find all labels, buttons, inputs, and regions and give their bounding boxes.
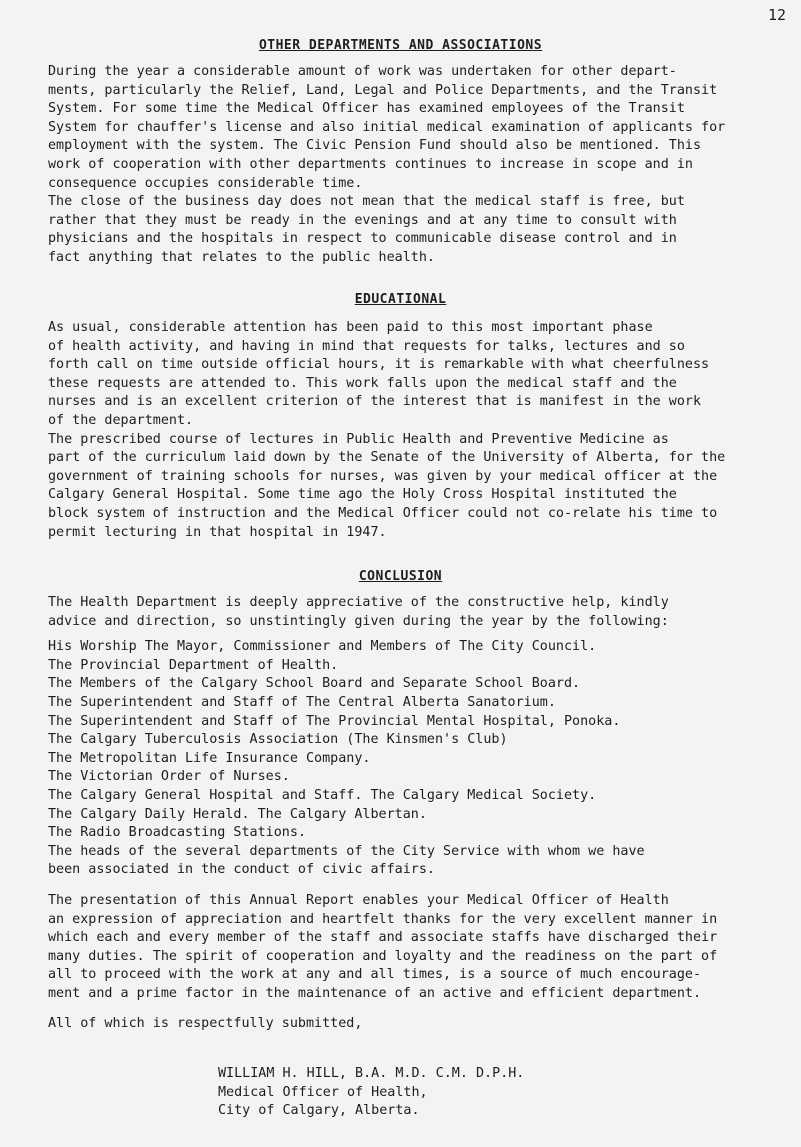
heading-conclusion: CONCLUSION (358, 569, 443, 584)
educational-section (48, 319, 784, 542)
other-departments-paragraph-1: During the year a considerable amount of work was undertaken for other depart- ments, particularly the Relief, Land, Legal and Police Departments, and the Transit System. For some time the Medical Officer has examined employees of the Transit System for chauffer's license and also initial medical examination of applicants for employment with the system. The Civic Pension Fund should also be mentioned. This work of cooperation with other departments continues to increase in scope and in consequence occupies considerable time. (48, 64, 726, 191)
conclusion-intro: The Health Department is deeply appreciative of the constructive help, kindly advice and direction, so unstintingly given during the year by the following: (48, 595, 669, 629)
signature-name: WILLIAM H. HILL, B.A. M.D. C.M. D.P.H. (218, 1066, 525, 1081)
signature-block (218, 1065, 524, 1121)
signature-title: Medical Officer of Health, (218, 1084, 428, 1100)
conclusion-closing: The presentation of this Annual Report enables your Medical Officer of Health an expression of appreciation and heartfelt thanks for the very excellent manner in which each and every member of the staff and associate staffs have discharged their many duties. The spirit of cooperation and loyalty and the readiness on the part of all to proceed with the work at any and all times, is a source of much encourage- ment and a prime factor in the maintenance of an active and efficient department. (48, 892, 718, 1001)
heading-other-departments: OTHER DEPARTMENTS AND ASSOCIATIONS (258, 38, 543, 53)
educational-paragraph-2: The prescribed course of lectures in Public Health and Preventive Medicine as part of the curriculum laid down by the Senate of the University of Alberta, for the government of training schools for nurses, was given by your medical officer at the Calgary General Hospital. Some time ago the Holy Cross Hospital instituted the block system of instruction and the Medical Officer could not co-relate his time to permit lecturing in that hospital in 1947. (48, 431, 726, 540)
acknowledgement-item: The Radio Broadcasting Stations. (48, 825, 306, 841)
acknowledgement-item: The heads of the several departments of the City Service with whom we have been associated in the conduct of civic affairs. (48, 843, 645, 878)
acknowledgement-item: The Members of the Calgary School Board and Separate School Board. (48, 676, 581, 692)
acknowledgement-item: The Calgary General Hospital and Staff. The Calgary Medical Society. (48, 787, 597, 803)
acknowledgement-item: His Worship The Mayor, Commissioner and Members of The City Council. (48, 639, 597, 655)
acknowledgement-item: The Provincial Department of Health. (48, 657, 339, 673)
acknowledgement-item: The Calgary Tuberculosis Association (The Kinsmen's Club) (48, 732, 508, 748)
submitted-line: All of which is respectfully submitted, (48, 1016, 363, 1032)
acknowledgement-item: The Superintendent and Staff of The Central Alberta Sanatorium. (48, 694, 556, 710)
signature-location: City of Calgary, Alberta. (218, 1103, 420, 1119)
page-number: 12 (768, 6, 787, 24)
acknowledgement-list (48, 638, 784, 880)
other-departments-section (48, 63, 784, 268)
acknowledgement-item: The Calgary Daily Herald. The Calgary Albertan. (48, 806, 427, 822)
other-departments-paragraph-2: The close of the business day does not mean that the medical staff is free, but rather that they must be ready in the evenings and at any time to consult with physicians and the hospitals in respect to communicable disease control and in fact anything that relates to the public health. (48, 194, 685, 265)
acknowledgement-item: The Victorian Order of Nurses. (48, 769, 290, 785)
educational-paragraph-1: As usual, considerable attention has been paid to this most important phase of health activity, and having in mind that requests for talks, lectures and so forth call on time outside official hours, it is remarkable with what cheerfulness these requests are attended to. This work falls upon the medical staff and the nurses and is an excellent criterion of the interest that is manifest in the work of the department. (48, 320, 710, 428)
heading-educational: EDUCATIONAL (354, 292, 447, 307)
acknowledgement-item: The Superintendent and Staff of The Provincial Mental Hospital, Ponoka. (48, 713, 621, 729)
acknowledgement-item: The Metropolitan Life Insurance Company. (48, 750, 371, 766)
conclusion-section (48, 594, 784, 1034)
